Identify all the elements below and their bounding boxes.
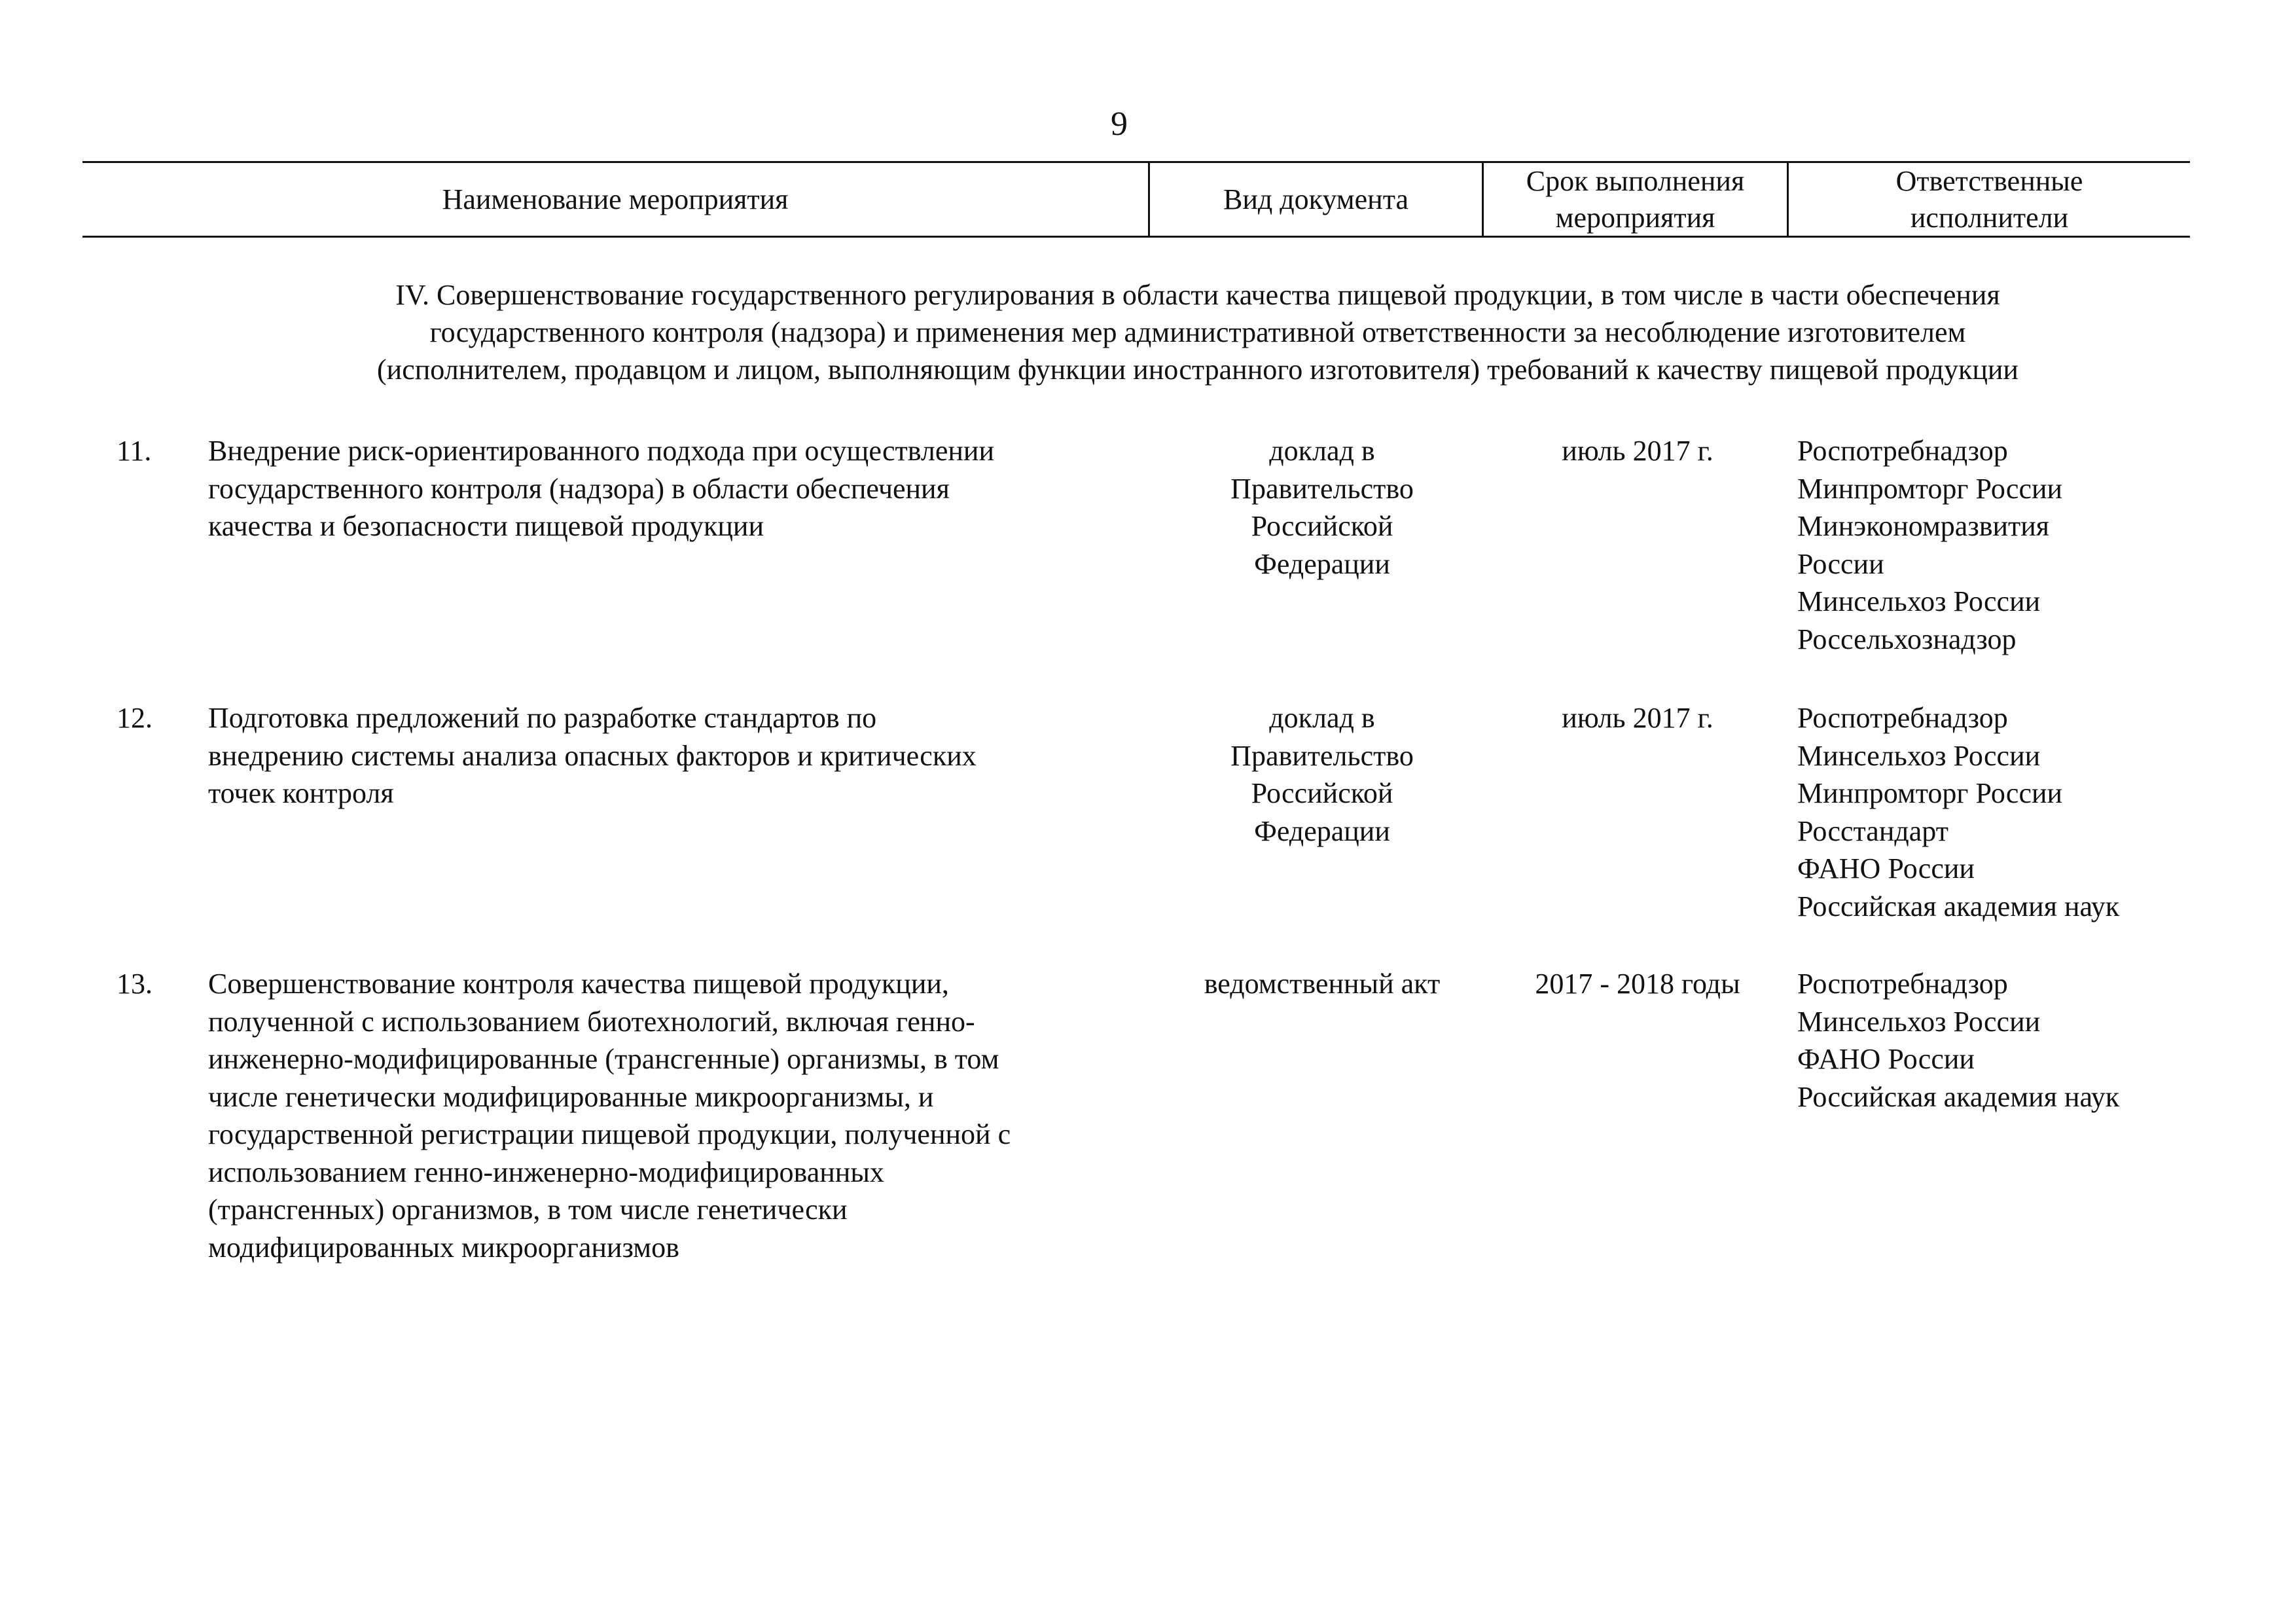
- row-name-line: Совершенствование контроля качества пищевой продукции,: [208, 968, 949, 1000]
- row-name: [208, 432, 1151, 545]
- row-name: [208, 965, 1151, 1266]
- row-responsible-line: Роспотребнадзор: [1797, 435, 2008, 467]
- row-responsible-line: Минсельхоз России: [1797, 739, 2041, 772]
- row-responsible: [1797, 432, 2282, 658]
- row-doc-type: [1158, 432, 1486, 583]
- row-name-line: государственной регистрации пищевой продукции, полученной с: [208, 1118, 1011, 1150]
- row-name-line: государственного контроля (надзора) в области обеспечения: [208, 472, 950, 505]
- row-name-line: Внедрение риск-ориентированного подхода при осуществлении: [208, 435, 995, 467]
- row-responsible-line: Минсельхоз России: [1797, 1005, 2041, 1038]
- row-responsible-line: Минпромторг России: [1797, 472, 2063, 505]
- row-responsible: [1797, 699, 2282, 925]
- page-number: 9: [1111, 105, 1128, 143]
- row-name-line: Подготовка предложений по разработке стандартов по: [208, 702, 877, 734]
- row-responsible-line: Минсельхоз России: [1797, 585, 2041, 617]
- row-doc-line: Федерации: [1254, 547, 1390, 580]
- row-responsible-line: ФАНО России: [1797, 1043, 1975, 1075]
- row-name-line: инженерно-модифицированные (трансгенные) организмы, в том: [208, 1043, 999, 1075]
- row-doc-line: Федерации: [1254, 814, 1390, 847]
- section-title: [164, 276, 2232, 388]
- row-number: 13.: [117, 968, 152, 1000]
- row-responsible-line: Росстандарт: [1797, 814, 1948, 847]
- header-term-line: Срок выполнения: [1526, 164, 1745, 197]
- header-term-cell: [1482, 163, 1787, 236]
- row-name-line: модифицированных микроорганизмов: [208, 1231, 679, 1264]
- row-doc-line: доклад в: [1269, 702, 1375, 734]
- row-responsible-line: Российская академия наук: [1797, 1080, 2120, 1113]
- header-responsible-line: Ответственные: [1895, 164, 2083, 197]
- row-doc-type: [1158, 699, 1486, 850]
- row-responsible-line: Россельхознадзор: [1797, 623, 2017, 655]
- row-name-line: полученной с использованием биотехнологий, включая генно-: [208, 1005, 975, 1038]
- row-name-line: числе генетически модифицированные микроорганизмы, и: [208, 1080, 934, 1113]
- row-name-line: (трансгенных) организмов, в том числе генетически: [208, 1194, 848, 1226]
- section-title-line: государственного контроля (надзора) и применения мер административной ответственности за несоблюдение изготовителем: [429, 316, 1966, 348]
- row-responsible-line: Российская академия наук: [1797, 890, 2120, 922]
- row-responsible: [1797, 965, 2282, 1116]
- row-doc-line: Правительство: [1230, 739, 1414, 772]
- row-doc-line: доклад в: [1269, 435, 1375, 467]
- row-term: июль 2017 г.: [1562, 702, 1713, 734]
- row-name-line: внедрению системы анализа опасных факторов и критических: [208, 739, 977, 772]
- header-name-label: Наименование мероприятия: [442, 183, 789, 215]
- row-name: [208, 699, 1151, 812]
- header-doc-type-cell: [1148, 163, 1482, 236]
- header-term-line: мероприятия: [1555, 201, 1715, 234]
- row-doc-line: Российской: [1251, 777, 1393, 809]
- section-title-line: (исполнителем, продавцом и лицом, выполняющим функции иностранного изготовителя) требований к качеству пищевой продукции: [377, 354, 2018, 386]
- header-responsible-cell: [1787, 163, 2190, 236]
- row-number: 12.: [117, 702, 152, 734]
- header-responsible-line: исполнители: [1910, 201, 2069, 234]
- row-doc-type: [1158, 965, 1486, 1003]
- row-term: 2017 - 2018 годы: [1535, 968, 1740, 1000]
- section-title-line: IV. Совершенствование государственного регулирования в области качества пищевой продукции, в том числе в части обеспечения: [395, 279, 2000, 311]
- row-name-line: точек контроля: [208, 777, 394, 809]
- row-term: июль 2017 г.: [1562, 435, 1713, 467]
- row-name-line: использованием генно-инженерно-модифицированных: [208, 1156, 884, 1188]
- row-responsible-line: ФАНО России: [1797, 852, 1975, 884]
- row-responsible-line: Роспотребнадзор: [1797, 702, 2008, 734]
- table-header: [82, 161, 2190, 238]
- row-responsible-line: Минпромторг России: [1797, 777, 2063, 809]
- row-responsible-line: Минэкономразвития: [1797, 510, 2050, 542]
- row-responsible-line: Роспотребнадзор: [1797, 968, 2008, 1000]
- row-doc-line: ведомственный акт: [1204, 968, 1441, 1000]
- row-responsible-line: России: [1797, 547, 1884, 580]
- row-doc-line: Правительство: [1230, 472, 1414, 505]
- row-doc-line: Российской: [1251, 510, 1393, 542]
- row-number: 11.: [117, 435, 152, 467]
- header-name-cell: [82, 163, 1148, 236]
- row-name-line: качества и безопасности пищевой продукции: [208, 510, 764, 542]
- header-doc-type-label: Вид документа: [1223, 183, 1409, 215]
